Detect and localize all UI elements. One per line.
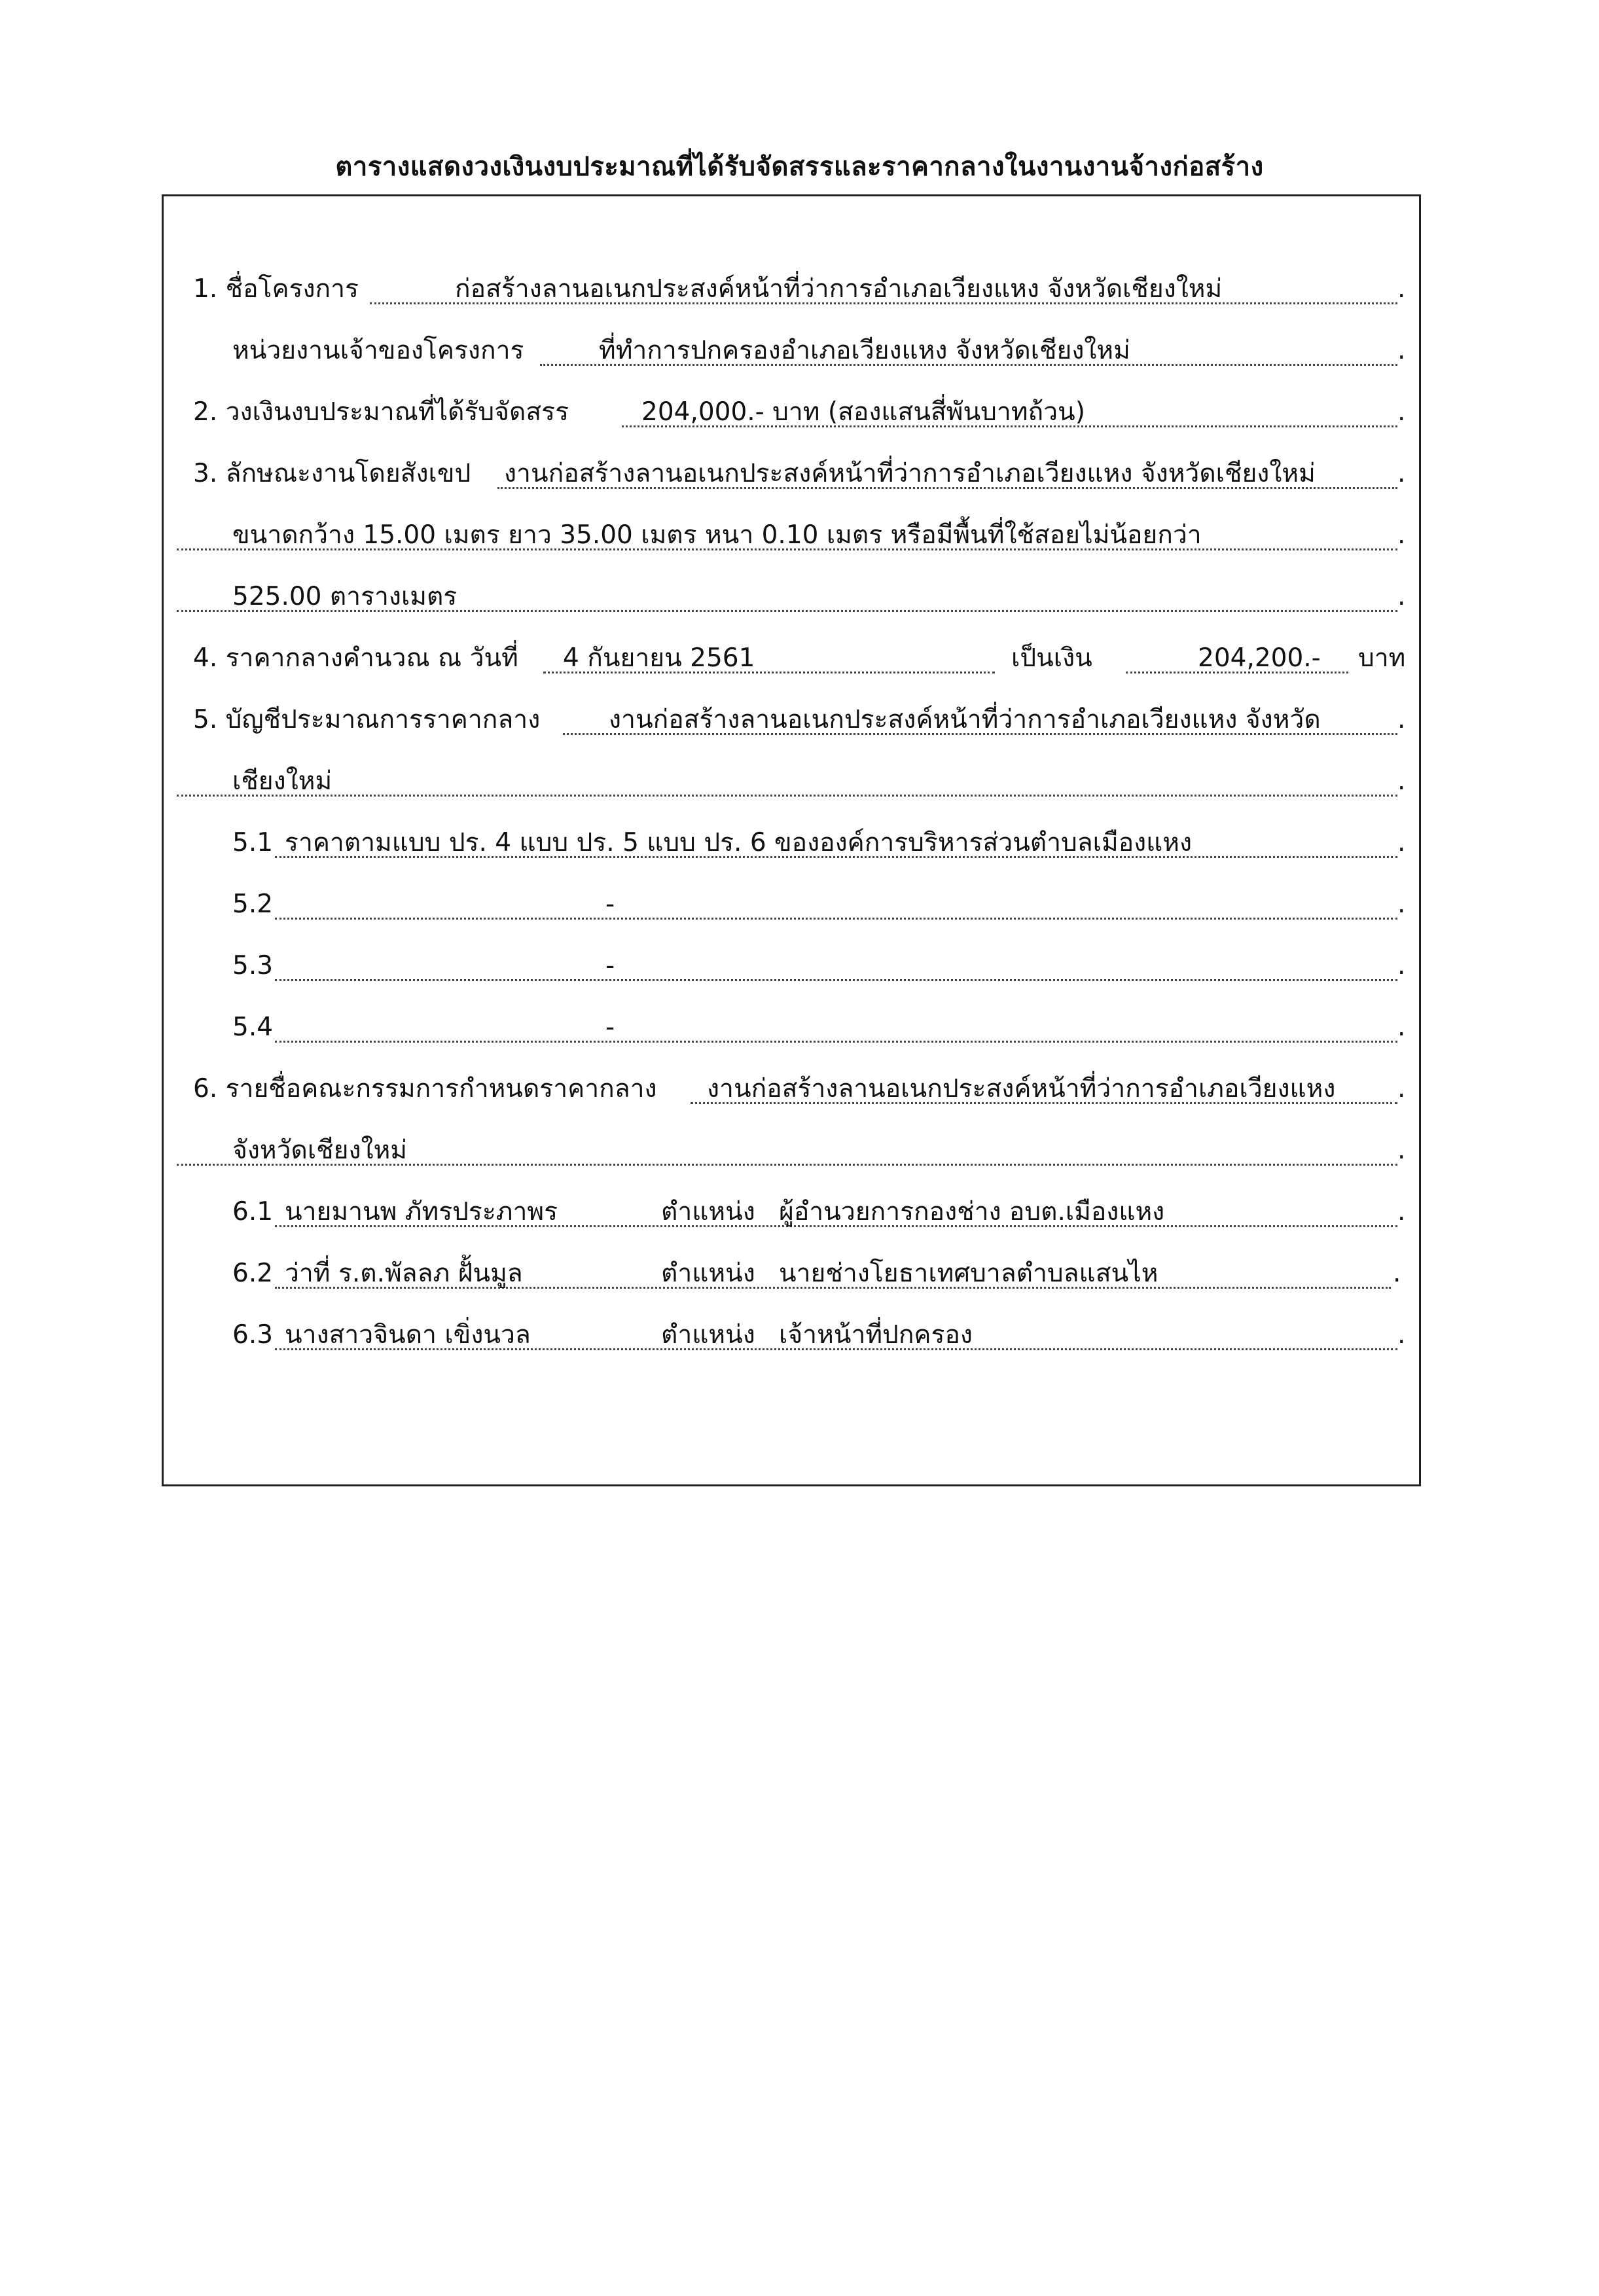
price-schedule-sub-1: [0, 822, 1599, 864]
price-schedule-line-2: เชียงใหม่: [232, 766, 332, 796]
sub-item-number: 5.2: [232, 889, 274, 919]
sub-item-number: 5.4: [232, 1013, 274, 1042]
project-name-field: [370, 268, 1397, 304]
price-schedule-label: 5. บัญชีประมาณการราคากลาง: [193, 705, 541, 734]
end-mark: .: [1397, 1320, 1406, 1350]
member-field: [275, 1191, 1397, 1227]
project-owner-value: ที่ทำการปกครองอำเภอเวียงแหง จังหวัดเชียงใหม่: [599, 336, 1130, 365]
item-price-schedule: [0, 699, 1599, 741]
sub-item-field: [275, 1007, 1397, 1043]
member-position-label: ตำแหน่ง: [661, 1320, 755, 1350]
project-owner-field: [540, 330, 1397, 366]
end-mark: .: [1397, 1136, 1406, 1165]
sub-item-value: -: [605, 951, 615, 980]
committee-line-2: จังหวัดเชียงใหม่: [232, 1136, 407, 1165]
end-mark: .: [1397, 520, 1406, 550]
work-summary-field-1: [497, 453, 1397, 489]
work-summary-field-2: [177, 514, 1397, 550]
end-mark: .: [1397, 766, 1406, 796]
work-summary-field-3: [177, 576, 1397, 612]
member-name: ว่าที่ ร.ต.พัลลภ ฝั้นมูล: [285, 1259, 523, 1288]
project-name-label: 1. ชื่อโครงการ: [193, 274, 359, 304]
amount-label: เป็นเงิน: [1011, 643, 1092, 673]
amount-field: [1126, 637, 1348, 673]
item-price-schedule-2: [0, 761, 1599, 802]
item-work-summary-3: [0, 576, 1599, 618]
price-schedule-field-1: [563, 699, 1397, 735]
end-mark: .: [1397, 705, 1406, 734]
sub-item-value: -: [605, 889, 615, 919]
committee-field-1: [691, 1068, 1397, 1104]
amount-unit: บาท: [1358, 643, 1406, 673]
end-mark: .: [1397, 459, 1406, 488]
member-number: 6.1: [232, 1197, 274, 1227]
member-number: 6.3: [232, 1320, 274, 1350]
amount-value: 204,200.-: [1198, 643, 1321, 673]
end-mark: .: [1397, 889, 1406, 919]
member-number: 6.2: [232, 1259, 274, 1288]
work-summary-line-1: งานก่อสร้างลานอเนกประสงค์หน้าที่ว่าการอำเภอเวียงแหง จังหวัดเชียงใหม่: [504, 459, 1316, 488]
sub-item-field: [275, 884, 1397, 920]
member-position: เจ้าหน้าที่ปกครอง: [779, 1320, 973, 1350]
committee-label: 6. รายชื่อคณะกรรมการกำหนดราคากลาง: [193, 1074, 657, 1103]
member-field: [275, 1314, 1397, 1350]
member-position-label: ตำแหน่ง: [661, 1197, 755, 1227]
budget-field: [622, 391, 1397, 427]
reference-date-value: 4 กันยายน 2561: [563, 643, 755, 673]
member-field: [275, 1253, 1391, 1289]
item-work-summary: [0, 453, 1599, 495]
committee-member-2: [0, 1253, 1599, 1295]
end-mark: .: [1397, 1197, 1406, 1227]
member-position: ผู้อำนวยการกองช่าง อบต.เมืองแหง: [779, 1197, 1165, 1227]
sub-item-number: 5.1: [232, 828, 274, 857]
document-title: ตารางแสดงวงเงินงบประมาณที่ได้รับจัดสรรและราคากลางในงานงานจ้างก่อสร้าง: [335, 151, 1264, 182]
end-mark: .: [1397, 336, 1406, 365]
committee-line-1: งานก่อสร้างลานอเนกประสงค์หน้าที่ว่าการอำเภอเวียงแหง: [707, 1074, 1336, 1103]
item-project-owner: [0, 330, 1599, 372]
committee-member-3: [0, 1314, 1599, 1356]
committee-member-1: [0, 1191, 1599, 1233]
item-reference-price: [0, 637, 1599, 679]
budget-value: 204,000.- บาท (สองแสนสี่พันบาทถ้วน): [641, 397, 1085, 427]
budget-label: 2. วงเงินงบประมาณที่ได้รับจัดสรร: [193, 397, 569, 427]
sub-item-number: 5.3: [232, 951, 274, 980]
item-committee-2: [0, 1130, 1599, 1172]
item-work-summary-2: [0, 514, 1599, 556]
end-mark: .: [1397, 1074, 1406, 1103]
project-owner-label: หน่วยงานเจ้าของโครงการ: [232, 336, 524, 365]
work-summary-line-2: ขนาดกว้าง 15.00 เมตร ยาว 35.00 เมตร หนา 0.10 เมตร หรือมีพื้นที่ใช้สอยไม่น้อยกว่า: [232, 520, 1202, 550]
project-name-value: ก่อสร้างลานอเนกประสงค์หน้าที่ว่าการอำเภอเวียงแหง จังหวัดเชียงใหม่: [455, 274, 1223, 304]
item-budget: [0, 391, 1599, 433]
end-mark: .: [1397, 951, 1406, 980]
price-schedule-sub-3: [0, 945, 1599, 987]
price-schedule-field-2: [177, 761, 1397, 797]
price-schedule-sub-2: [0, 884, 1599, 925]
member-position: นายช่างโยธาเทศบาลตำบลแสนไห: [779, 1259, 1159, 1288]
work-summary-label: 3. ลักษณะงานโดยสังเขป: [193, 459, 471, 488]
reference-date-field: [543, 637, 995, 673]
member-name: นายมานพ ภัทรประภาพร: [285, 1197, 558, 1227]
sub-item-field: [275, 945, 1397, 981]
member-name: นางสาวจินดา เขิ่งนวล: [285, 1320, 531, 1350]
end-mark: .: [1397, 1013, 1406, 1042]
item-project-name: [0, 268, 1599, 310]
end-mark: .: [1397, 828, 1406, 857]
reference-price-label: 4. ราคากลางคำนวณ ณ วันที่: [193, 643, 518, 673]
end-mark: .: [1397, 274, 1406, 304]
end-mark: .: [1397, 582, 1406, 611]
end-mark: .: [1393, 1259, 1401, 1288]
price-schedule-line-1: งานก่อสร้างลานอเนกประสงค์หน้าที่ว่าการอำเภอเวียงแหง จังหวัด: [609, 705, 1321, 734]
sub-item-value: ราคาตามแบบ ปร. 4 แบบ ปร. 5 แบบ ปร. 6 ขององค์การบริหารส่วนตำบลเมืองแหง: [285, 828, 1193, 857]
member-position-label: ตำแหน่ง: [661, 1259, 755, 1288]
end-mark: .: [1397, 397, 1406, 427]
price-schedule-sub-4: [0, 1007, 1599, 1049]
work-summary-line-3: 525.00 ตารางเมตร: [232, 582, 458, 611]
committee-field-2: [177, 1130, 1397, 1166]
item-committee: [0, 1068, 1599, 1110]
sub-item-value: -: [605, 1013, 615, 1042]
sub-item-field: [275, 822, 1397, 858]
